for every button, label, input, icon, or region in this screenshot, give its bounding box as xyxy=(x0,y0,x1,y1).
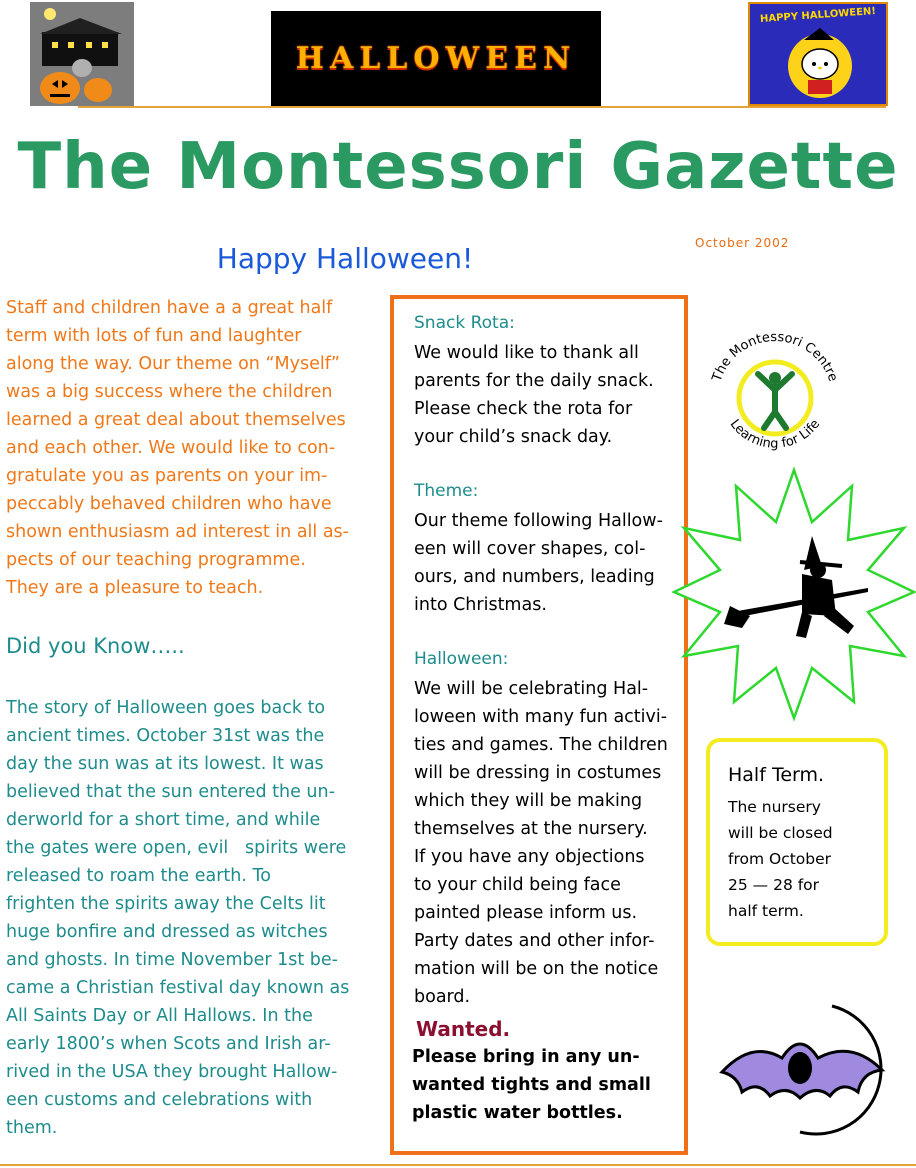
halloween-line: board. xyxy=(414,987,471,1007)
dyk-line: day the sun was at its lowest. It was xyxy=(6,754,324,774)
snack-rota-text xyxy=(414,339,684,451)
witch-star-image xyxy=(672,466,916,722)
half-term-line: from October xyxy=(728,850,832,868)
halloween-heading: Halloween: xyxy=(414,649,509,669)
dyk-line: released to roam the earth. To xyxy=(6,866,271,886)
dyk-line: ancient times. October 31st was the xyxy=(6,726,325,746)
intro-line: They are a pleasure to teach. xyxy=(6,578,264,598)
half-term-line: The nursery xyxy=(728,798,821,816)
dyk-line: them. xyxy=(6,1118,58,1138)
intro-line: peccably behaved children who have xyxy=(6,494,332,514)
wanted-line: wanted tights and small xyxy=(412,1075,651,1095)
snack-line: parents for the daily snack. xyxy=(414,371,654,391)
intro-line: gratulate you as parents on your im- xyxy=(6,466,328,486)
issue-subtitle: Happy Halloween! xyxy=(216,242,474,275)
snack-line: Please check the rota for xyxy=(414,399,633,419)
header-divider xyxy=(78,106,886,108)
half-term-title: Half Term. xyxy=(728,764,825,786)
hello-kitty-halloween-image xyxy=(748,2,888,106)
half-term-line: half term. xyxy=(728,902,804,920)
dyk-line: early 1800’s when Scots and Irish ar- xyxy=(6,1034,331,1054)
dyk-line: The story of Halloween goes back to xyxy=(6,698,326,718)
halloween-line: mation will be on the notice xyxy=(414,959,659,979)
snack-rota-heading: Snack Rota: xyxy=(414,313,515,333)
half-term-line: will be closed xyxy=(728,824,833,842)
snack-line: your child’s snack day. xyxy=(414,427,613,447)
theme-line: Our theme following Hallow- xyxy=(414,511,663,531)
haunted-house-image xyxy=(30,2,134,106)
half-term-notice xyxy=(706,738,888,946)
theme-line: een will cover shapes, col- xyxy=(414,539,646,559)
logo-top-text: The Montessori Centre xyxy=(709,329,841,384)
halloween-line: If you have any objections xyxy=(414,847,645,867)
theme-text xyxy=(414,507,684,619)
theme-line: ours, and numbers, leading xyxy=(414,567,655,587)
dyk-line: believed that the sun entered the un- xyxy=(6,782,335,802)
dyk-line: and ghosts. In time November 1st be- xyxy=(6,950,338,970)
halloween-line: to your child being face xyxy=(414,875,621,895)
halloween-line: will be dressing in costumes xyxy=(414,763,662,783)
intro-line: was a big success where the children xyxy=(6,382,333,402)
halloween-line: which they will be making xyxy=(414,791,643,811)
intro-line: shown enthusiasm ad interest in all as- xyxy=(6,522,349,542)
logo-bottom-text: Learning for Life xyxy=(726,416,824,452)
dyk-line: een customs and celebrations with xyxy=(6,1090,313,1110)
wanted-text xyxy=(412,1043,672,1127)
halloween-banner-image xyxy=(271,11,601,107)
issue-date: October 2002 xyxy=(695,236,790,250)
snack-line: We would like to thank all xyxy=(414,343,639,363)
theme-line: into Christmas. xyxy=(414,595,547,615)
footer-divider xyxy=(0,1164,916,1166)
banner-text: HALLOWEEN xyxy=(295,41,577,76)
dyk-line: the gates were open, evil spirits were xyxy=(6,838,347,858)
dyk-line: All Saints Day or All Hallows. In the xyxy=(6,1006,313,1026)
notices-box xyxy=(390,295,688,1155)
intro-line: and each other. We would like to con- xyxy=(6,438,336,458)
halloween-text xyxy=(414,675,684,1011)
halloween-line: We will be celebrating Hal- xyxy=(414,679,649,699)
dyk-line: derworld for a short time, and while xyxy=(6,810,321,830)
intro-line: pects of our teaching programme. xyxy=(6,550,306,570)
bat-moon-image xyxy=(712,1000,892,1140)
halloween-line: Party dates and other infor- xyxy=(414,931,655,951)
theme-heading: Theme: xyxy=(414,481,479,501)
intro-line: along the way. Our theme on “Myself” xyxy=(6,354,340,374)
half-term-text xyxy=(728,794,878,924)
montessori-centre-logo xyxy=(700,328,850,458)
dyk-line: rived in the USA they brought Hallow- xyxy=(6,1062,338,1082)
half-term-line: 25 — 28 for xyxy=(728,876,820,894)
did-you-know-article xyxy=(6,694,368,1142)
did-you-know-heading: Did you Know….. xyxy=(6,634,185,658)
intro-line: learned a great deal about themselves xyxy=(6,410,346,430)
intro-article xyxy=(6,294,368,602)
wanted-line: plastic water bottles. xyxy=(412,1103,623,1123)
dyk-line: frighten the spirits away the Celts lit xyxy=(6,894,326,914)
dyk-line: huge bonfire and dressed as witches xyxy=(6,922,328,942)
wanted-heading: Wanted. xyxy=(416,1017,511,1041)
halloween-line: painted please inform us. xyxy=(414,903,638,923)
intro-line: term with lots of fun and laughter xyxy=(6,326,302,346)
badge-text: HAPPY HALLOWEEN! xyxy=(759,5,877,26)
masthead-title: The Montessori Gazette xyxy=(17,130,899,204)
halloween-line: loween with many fun activi- xyxy=(414,707,668,727)
intro-line: Staff and children have a a great half xyxy=(6,298,333,318)
dyk-line: came a Christian festival day known as xyxy=(6,978,350,998)
halloween-line: themselves at the nursery. xyxy=(414,819,648,839)
wanted-line: Please bring in any un- xyxy=(412,1047,640,1067)
halloween-line: ties and games. The children xyxy=(414,735,668,755)
